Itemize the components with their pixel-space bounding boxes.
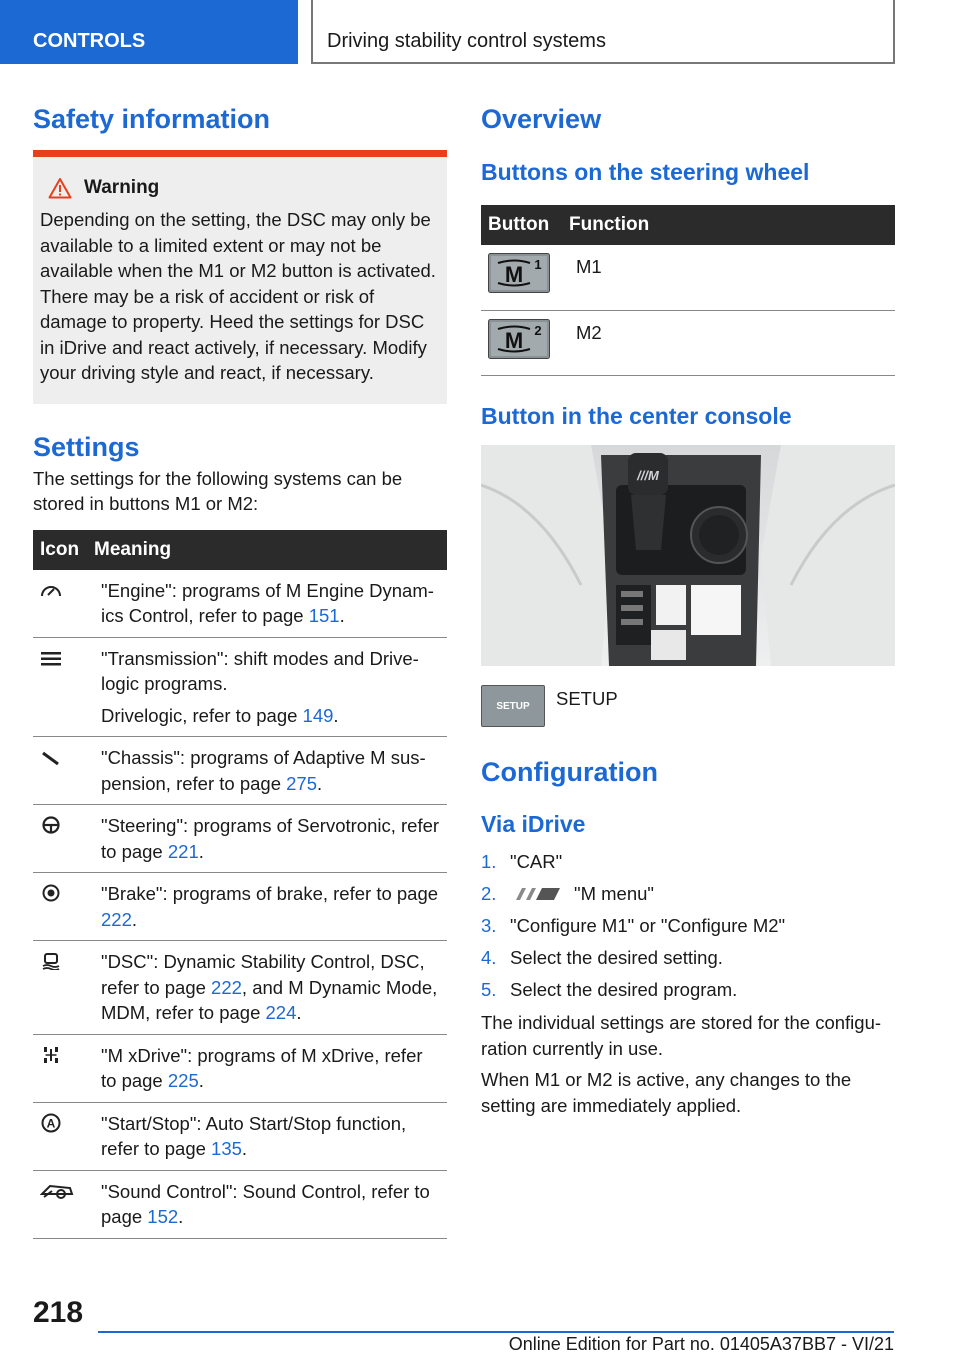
table-row: "DSC": Dynamic Stability Control, DSC, refer to page 222, and M Dynamic Mode, MDM, refer to page 224. xyxy=(33,941,447,1035)
page-link[interactable]: 135 xyxy=(211,1138,242,1159)
m1-function: M1 xyxy=(564,245,895,310)
m2-button-icon xyxy=(488,319,550,359)
chapter-title: Driving stability control systems xyxy=(311,0,895,64)
right-column xyxy=(481,100,895,1118)
page-link[interactable]: 221 xyxy=(167,840,199,862)
page-link[interactable]: 222 xyxy=(101,908,132,930)
list-item: 1. "CAR" xyxy=(481,851,563,872)
setup-row xyxy=(481,685,895,727)
safety-title: Safety information xyxy=(33,104,271,134)
page-link[interactable]: 151 xyxy=(308,605,340,626)
table-row: "Engine": programs of M Engine Dynamics Control, refer to page 151. xyxy=(33,570,447,638)
page-link[interactable]: 275 xyxy=(286,772,318,794)
svg-text:///M: ///M xyxy=(637,468,659,483)
svg-text:M: M xyxy=(504,262,524,287)
svg-text:M: M xyxy=(504,327,524,353)
console-button-title: Button in the center console xyxy=(481,403,792,429)
table-row: "Brake": programs of brake, refer to page 222. xyxy=(33,873,447,941)
engine-icon xyxy=(40,583,62,599)
m-menu-icon xyxy=(510,886,566,902)
steps-list xyxy=(481,846,895,1006)
settings-table xyxy=(33,530,447,1239)
page-link[interactable]: 224 xyxy=(265,1002,297,1023)
transmission-icon xyxy=(40,651,62,667)
col-function-header: Function xyxy=(564,205,895,245)
col-icon-header: Icon xyxy=(33,530,94,570)
table-row: "M xDrive": programs of M xDrive, refer to page 225. xyxy=(33,1034,447,1102)
section-tab: CONTROLS xyxy=(0,0,298,64)
settings-intro: The settings for the following systems can be stored in buttons M1 or M2: xyxy=(33,467,403,514)
footer-edition: Online Edition for Part no. 01405A37BB7 - VI/21 xyxy=(508,1334,894,1354)
sound-control-icon xyxy=(40,1182,74,1200)
steering-icon xyxy=(40,816,62,834)
table-row xyxy=(481,245,895,310)
left-column xyxy=(33,100,447,1239)
page-number: 218 xyxy=(33,1296,84,1329)
svg-text:A: A xyxy=(46,1116,56,1130)
svg-text:2: 2 xyxy=(534,322,542,338)
settings-title: Settings xyxy=(33,431,140,462)
table-row: A "Start/Stop": Auto Start/Stop function, refer to page 135. xyxy=(33,1102,447,1170)
table-row: "Sound Control": Sound Control, refer to page 152. xyxy=(33,1170,447,1238)
dsc-icon xyxy=(40,952,62,970)
col-button-header: Button xyxy=(481,205,564,245)
warning-box xyxy=(33,150,447,404)
warning-header xyxy=(40,175,439,201)
page-link[interactable]: 225 xyxy=(167,1070,199,1091)
table-row: "Chassis": programs of Adaptive M suspension, refer to page 275. xyxy=(33,737,447,805)
table-row: "Steering": programs of Servotronic, refer to page 221. xyxy=(33,805,447,873)
col-meaning-header: Meaning xyxy=(94,530,447,570)
xdrive-icon xyxy=(40,1046,62,1064)
config-note-1: The individual settings are stored for the configuration currently in use. xyxy=(481,1012,882,1059)
page-link[interactable]: 149 xyxy=(302,704,334,726)
table-row: "Transmission": shift modes and Drivelogic programs. Drivelogic, refer to page 149. xyxy=(33,637,447,737)
page-link[interactable]: 222 xyxy=(211,976,242,998)
setup-label: SETUP xyxy=(556,688,618,709)
configuration-title: Configuration xyxy=(481,757,658,787)
list-item: 5. Select the desired program. xyxy=(481,979,738,1000)
list-item: 4. Select the desired setting. xyxy=(481,947,723,968)
start-stop-icon xyxy=(40,1113,62,1133)
table-row xyxy=(481,310,895,376)
buttons-table xyxy=(481,205,895,376)
config-note-2: When M1 or M2 is active, any changes to the setting are immediately applied. xyxy=(481,1069,852,1116)
warning-text: Depending on the setting, the DSC may only be available to a limited extent or may not be available when the M1 or M2 button is activated. There may be a risk of accident or risk of damage to property. Heed the settings for DSC in iDrive and react actively, if necessary. Modify your driving style and react, if necessary. xyxy=(40,209,436,383)
via-idrive-title: Via iDrive xyxy=(481,811,586,837)
list-item: 2. "M menu" xyxy=(481,883,654,904)
m1-button-icon xyxy=(488,253,550,293)
chassis-icon xyxy=(40,750,62,766)
warning-triangle-icon xyxy=(48,177,72,199)
overview-title: Overview xyxy=(481,104,602,134)
list-item: 3. "Configure M1" or "Configure M2" xyxy=(481,915,786,936)
brake-icon xyxy=(40,884,62,902)
setup-button-icon: SETUP xyxy=(481,685,545,727)
footer-rule xyxy=(98,1331,894,1333)
warning-title: Warning xyxy=(84,177,160,198)
page-link[interactable]: 152 xyxy=(147,1206,179,1227)
steering-buttons-title: Buttons on the steering wheel xyxy=(481,159,810,185)
center-console-image xyxy=(481,445,895,666)
svg-text:1: 1 xyxy=(534,257,542,272)
m2-function: M2 xyxy=(564,310,895,376)
